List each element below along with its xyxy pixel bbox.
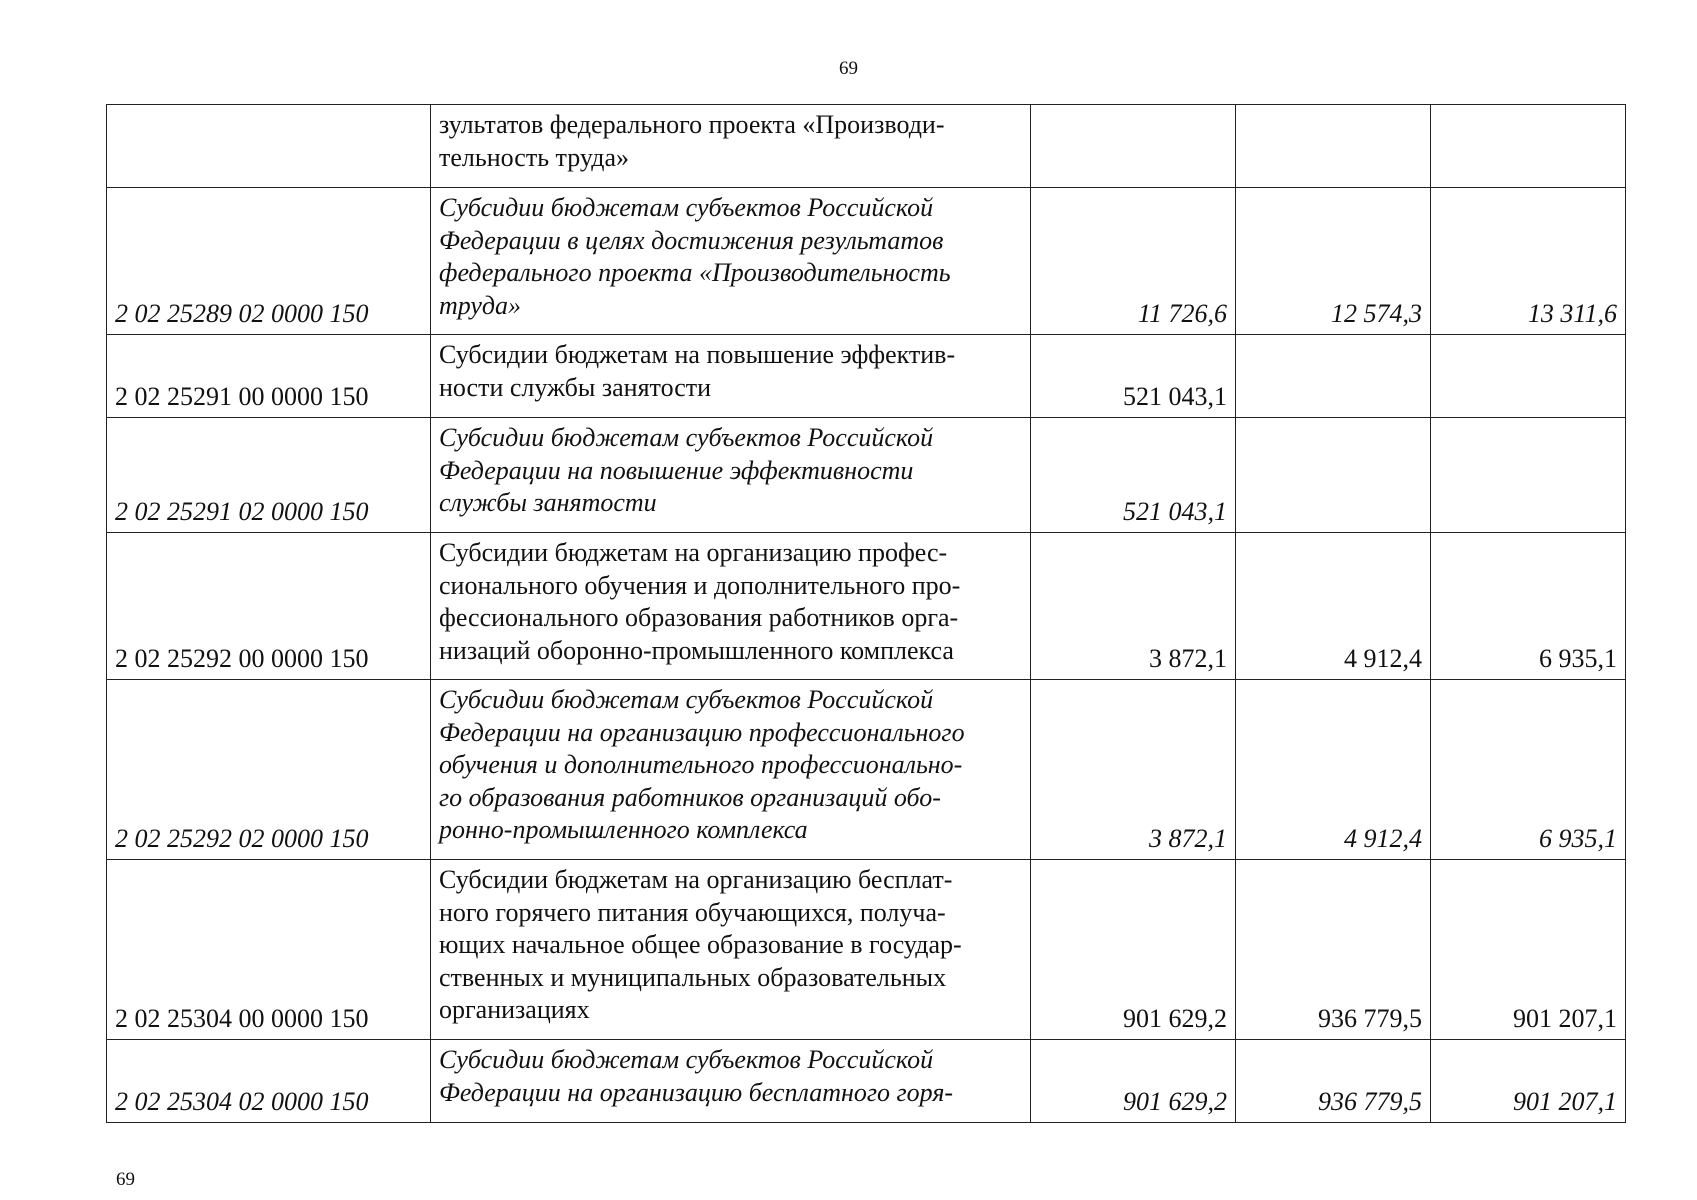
row-value-1: 3 872,1 <box>1031 533 1236 680</box>
row-value-3: 13 311,6 <box>1431 188 1626 335</box>
table-row <box>107 533 1626 680</box>
row-description: Субсидии бюджетам на повышение эффектив- ности службы занятости <box>431 335 1031 418</box>
row-code: 2 02 25304 00 0000 150 <box>107 860 431 1040</box>
table-row <box>107 1040 1626 1123</box>
budget-table <box>106 104 1626 1123</box>
row-value-2 <box>1236 335 1431 418</box>
row-value-3: 6 935,1 <box>1431 680 1626 860</box>
row-code: 2 02 25291 00 0000 150 <box>107 335 431 418</box>
row-value-2 <box>1236 418 1431 533</box>
table-row <box>107 680 1626 860</box>
row-value-3: 901 207,1 <box>1431 860 1626 1040</box>
row-value-1: 521 043,1 <box>1031 335 1236 418</box>
row-code <box>107 105 431 188</box>
row-value-1 <box>1031 105 1236 188</box>
row-value-1: 901 629,2 <box>1031 1040 1236 1123</box>
row-description: Субсидии бюджетам субъектов Российской Федерации на организацию бесплатного горя- <box>431 1040 1031 1123</box>
row-description: Субсидии бюджетам на организацию профес- сионального обучения и дополнительного про- фессионального образования работников орга- низаций оборонно-промышленного комплекса <box>431 533 1031 680</box>
table-row <box>107 188 1626 335</box>
table-row <box>107 335 1626 418</box>
row-value-1: 11 726,6 <box>1031 188 1236 335</box>
row-description: зультатов федерального проекта «Производи- тельность труда» <box>431 105 1031 188</box>
row-value-2: 4 912,4 <box>1236 533 1431 680</box>
table-row <box>107 418 1626 533</box>
row-value-3 <box>1431 105 1626 188</box>
row-description: Субсидии бюджетам на организацию бесплат- ного горячего питания обучающихся, получа- ющих начальное общее образование в государ- ственных и муниципальных образовательных организациях <box>431 860 1031 1040</box>
row-value-2: 936 779,5 <box>1236 1040 1431 1123</box>
row-code: 2 02 25292 02 0000 150 <box>107 680 431 860</box>
table-row <box>107 860 1626 1040</box>
table-row <box>107 105 1626 188</box>
row-code: 2 02 25289 02 0000 150 <box>107 188 431 335</box>
page-number-bottom: 69 <box>116 1169 135 1190</box>
row-value-2: 936 779,5 <box>1236 860 1431 1040</box>
row-value-2: 4 912,4 <box>1236 680 1431 860</box>
row-value-1: 521 043,1 <box>1031 418 1236 533</box>
row-value-1: 901 629,2 <box>1031 860 1236 1040</box>
row-value-3 <box>1431 335 1626 418</box>
row-value-3 <box>1431 418 1626 533</box>
row-value-3: 901 207,1 <box>1431 1040 1626 1123</box>
row-value-1: 3 872,1 <box>1031 680 1236 860</box>
page-number-top: 69 <box>839 58 858 79</box>
row-description: Субсидии бюджетам субъектов Российской Федерации в целях достижения результатов федерального проекта «Производительность труда» <box>431 188 1031 335</box>
row-value-3: 6 935,1 <box>1431 533 1626 680</box>
row-description: Субсидии бюджетам субъектов Российской Федерации на организацию профессионального обучения и дополнительного профессионально- го образования работников организаций обо- ронно-промышленного комплекса <box>431 680 1031 860</box>
row-value-2 <box>1236 105 1431 188</box>
row-code: 2 02 25291 02 0000 150 <box>107 418 431 533</box>
row-description: Субсидии бюджетам субъектов Российской Федерации на повышение эффективности службы занятости <box>431 418 1031 533</box>
row-code: 2 02 25304 02 0000 150 <box>107 1040 431 1123</box>
row-value-2: 12 574,3 <box>1236 188 1431 335</box>
row-code: 2 02 25292 00 0000 150 <box>107 533 431 680</box>
